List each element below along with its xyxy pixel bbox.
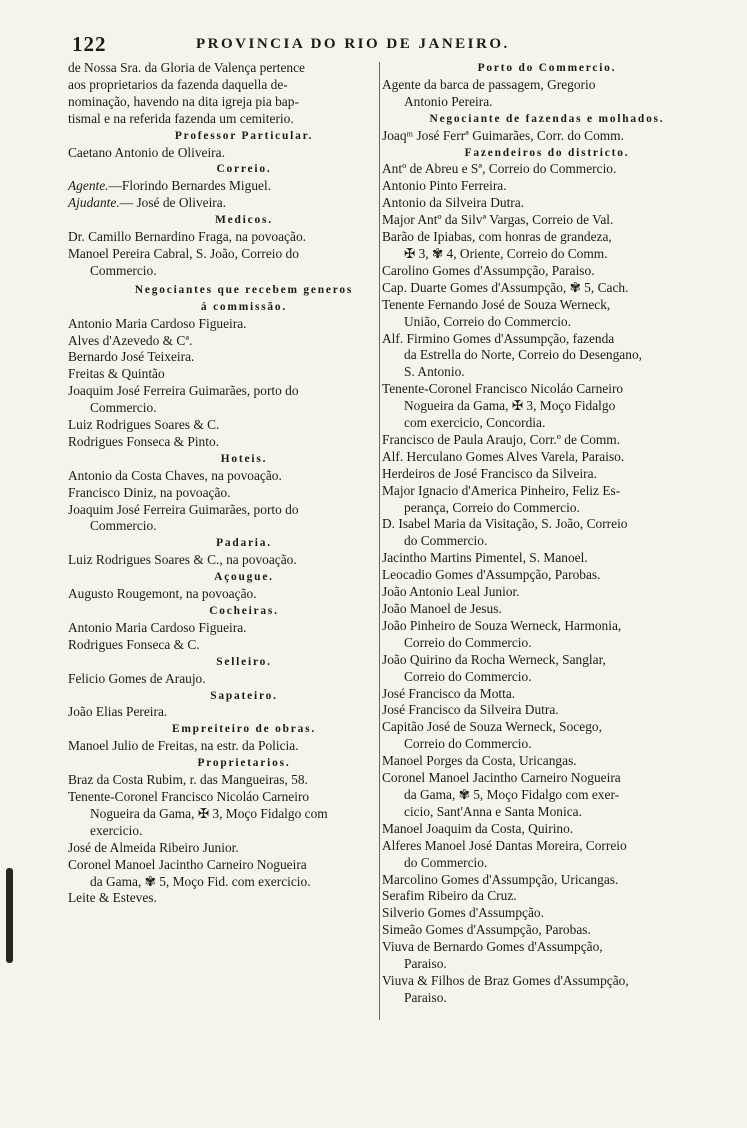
entry-line: Silverio Gomes d'Assumpção. <box>382 905 544 921</box>
page-number: 122 <box>72 32 107 56</box>
list-item <box>382 821 692 838</box>
list-item <box>382 483 692 517</box>
entry-line: D. Isabel Maria da Visitação, S. João, Correio <box>382 516 628 532</box>
entry-line: Antonio Maria Cardoso Figueira. <box>68 619 247 635</box>
entry-line: Alferes Manoel José Dantas Moreira, Correio <box>382 837 627 853</box>
section-cocheiras <box>68 620 380 654</box>
list-item <box>68 704 380 721</box>
entry-line: com exercicio, Concordia. <box>404 415 546 431</box>
section-heading-acougue: Açougue. <box>214 571 274 584</box>
list-item <box>382 449 692 466</box>
section-negociantes <box>68 316 380 451</box>
section-proprietarios <box>68 772 380 907</box>
section-heading-professor: Professor Particular. <box>174 129 314 142</box>
agente-name: —Florindo Bernardes Miguel. <box>108 178 272 194</box>
list-item <box>382 297 692 331</box>
entry-line: Manoel Joaquim da Costa, Quirino. <box>382 820 574 836</box>
list-item <box>382 601 692 618</box>
entry-line: Major Ignacio d'America Pinheiro, Feliz Es- <box>382 482 621 498</box>
list-item <box>382 888 692 905</box>
list-item <box>382 584 692 601</box>
page-title: PROVINCIA DO RIO DE JANEIRO. <box>196 36 510 52</box>
list-item <box>68 229 380 246</box>
list-item <box>382 838 692 872</box>
text-line: aos proprietarios da fazenda daquella de- <box>68 76 288 92</box>
list-item <box>68 890 380 907</box>
list-item <box>68 637 380 654</box>
list-item <box>382 686 692 703</box>
entry-line: Capitão José de Souza Werneck, Socego, <box>382 719 602 735</box>
list-item <box>382 77 692 111</box>
section-heading-proprietarios: Proprietarios. <box>197 757 291 770</box>
section-porto <box>382 77 692 111</box>
entry-line: João Manoel de Jesus. <box>382 601 502 616</box>
list-item <box>382 263 692 280</box>
list-item <box>382 178 692 195</box>
ajudante-name: — José de Oliveira. <box>119 195 227 211</box>
entry-line: do Commercio. <box>404 533 488 549</box>
entry-line: Joaqᵐ José Ferrª Guimarães, Corr. do Comm. <box>382 127 624 143</box>
section-heading-padaria: Padaria. <box>216 537 272 550</box>
entry-line: José Francisco da Silveira Dutra. <box>382 702 559 718</box>
entry-line: Agente da barca de passagem, Gregorio <box>382 76 596 92</box>
section-heading-selleiro: Selleiro. <box>216 655 272 668</box>
entry-line: Correio do Commercio. <box>404 634 532 650</box>
entry-line: da Estrella do Norte, Correio do Desengano, <box>404 347 642 363</box>
list-item <box>382 161 692 178</box>
section-heading-hoteis: Hoteis. <box>220 452 268 465</box>
entry-line: Nogueira da Gama, ✠ 3, Moço Fidalgo <box>404 398 616 414</box>
entry-line: José Francisco da Motta. <box>382 685 516 701</box>
entry-line: Rodrigues Fonseca & Pinto. <box>68 433 220 449</box>
list-item <box>382 195 692 212</box>
entry-line: João Quirino da Rocha Werneck, Sanglar, <box>382 651 606 667</box>
right-column <box>382 60 692 1007</box>
list-item <box>68 333 380 350</box>
list-item <box>382 719 692 753</box>
list-item <box>68 789 380 840</box>
section-heading-medicos: Medicos. <box>215 214 273 227</box>
entry-line: exercicio. <box>90 822 143 838</box>
entry-line: S. Antonio. <box>404 364 465 380</box>
entry-line: da Gama, ✾ 5, Moço Fid. com exercicio. <box>90 873 311 889</box>
entry-line: Rodrigues Fonseca & C. <box>68 636 200 652</box>
list-item <box>382 652 692 686</box>
entry-line: Major Antº da Silvª Vargas, Correio de Val. <box>382 212 614 228</box>
entry-line: Commercio. <box>90 518 157 534</box>
section-medicos <box>68 229 380 280</box>
entry-line: Joaquim José Ferreira Guimarães, porto do <box>68 383 299 399</box>
entry-line: Leite & Esteves. <box>68 890 157 906</box>
entry-line: do Commercio. <box>404 854 488 870</box>
list-item <box>68 857 380 891</box>
entry-line: Felicio Gomes de Araujo. <box>68 670 206 686</box>
list-item <box>382 939 692 973</box>
list-item <box>382 973 692 1007</box>
list-item <box>382 753 692 770</box>
list-item <box>68 316 380 333</box>
list-item <box>68 502 380 536</box>
entry-line: Cap. Duarte Gomes d'Assumpção, ✾ 5, Cach. <box>382 279 629 295</box>
list-item <box>68 366 380 383</box>
entry-line: Commercio. <box>90 400 157 416</box>
list-item <box>382 567 692 584</box>
ajudante-role: Ajudante. <box>68 195 120 211</box>
entry-line: Coronel Manoel Jacintho Carneiro Nogueira <box>68 856 307 872</box>
list-item <box>382 922 692 939</box>
entry-line: Francisco de Paula Araujo, Corr.º de Comm. <box>382 431 621 447</box>
entry-line: Herdeiros de José Francisco da Silveira. <box>382 465 597 481</box>
entry-line: Correio do Commercio. <box>404 736 532 752</box>
entry-line: perança, Correio do Commercio. <box>404 499 580 515</box>
section-heading-porto: Porto do Commercio. <box>477 62 617 74</box>
list-item <box>68 434 380 451</box>
list-item <box>382 550 692 567</box>
entry-line: Barão de Ipiabas, com honras de grandeza, <box>382 229 612 245</box>
left-column <box>68 60 380 907</box>
entry-line: Nogueira da Gama, ✠ 3, Moço Fidalgo com <box>90 805 328 821</box>
list-item <box>382 702 692 719</box>
text-line: de Nossa Sra. da Gloria de Valença pertence <box>68 60 305 75</box>
entry-line: Paraiso. <box>404 989 447 1005</box>
list-item <box>382 466 692 483</box>
list-item <box>382 770 692 821</box>
correio-agente <box>68 178 380 195</box>
entry-line: Simeão Gomes d'Assumpção, Parobas. <box>382 922 591 938</box>
entry-line: cicio, Sant'Anna e Santa Monica. <box>404 803 582 819</box>
entry-line: Manoel Pereira Cabral, S. João, Correio do <box>68 245 299 261</box>
intro-paragraph <box>68 60 380 128</box>
entry-line: Coronel Manoel Jacintho Carneiro Nogueira <box>382 770 621 786</box>
entry-line: Viuva & Filhos de Braz Gomes d'Assumpção, <box>382 972 629 988</box>
entry-line: Bernardo José Teixeira. <box>68 349 195 365</box>
entry-line: Freitas & Quintão <box>68 366 165 382</box>
entry-line: Alf. Firmino Gomes d'Assumpção, fazenda <box>382 330 615 346</box>
text-line: tismal e na referida fazenda um cemiterio. <box>68 110 294 126</box>
list-item <box>382 872 692 889</box>
section-heading-empreiteiro: Empreiteiro de obras. <box>172 723 316 736</box>
entry-line: Antonio Pereira. <box>404 93 493 109</box>
entry-line: União, Correio do Commercio. <box>404 313 571 329</box>
entry-line: Carolino Gomes d'Assumpção, Paraiso. <box>382 262 595 278</box>
entry-line: Dr. Camillo Bernardino Fraga, na povoação. <box>68 229 306 245</box>
text-line: Caetano Antonio de Oliveira. <box>68 144 225 160</box>
entry-line: Paraiso. <box>404 956 447 972</box>
entry-line: Antonio da Silveira Dutra. <box>382 195 525 211</box>
entry-line: Joaquim José Ferreira Guimarães, porto do <box>68 501 299 517</box>
list-item <box>382 229 692 263</box>
list-item <box>68 349 380 366</box>
entry-line: Manoel Porges da Costa, Uricangas. <box>382 753 577 769</box>
entry-line: Alf. Herculano Gomes Alves Varela, Paraiso. <box>382 448 625 464</box>
list-item <box>68 620 380 637</box>
entry-line: Antonio Pinto Ferreira. <box>382 178 507 194</box>
entry-line: João Antonio Leal Junior. <box>382 584 520 600</box>
text-line: á commissão. <box>200 300 288 313</box>
entry-line: Commercio. <box>90 262 157 278</box>
entry-line: ✠ 3, ✾ 4, Oriente, Correio do Comm. <box>404 245 608 261</box>
entry-line: José de Almeida Ribeiro Junior. <box>68 839 239 855</box>
ink-blot <box>6 868 13 963</box>
entry-line: Antº de Abreu e Sª, Correio do Commercio. <box>382 161 617 177</box>
section-fazendas <box>382 128 692 145</box>
entry-line: Tenente-Coronel Francisco Nicoláo Carneiro <box>382 381 624 397</box>
section-heading-fazendeiros: Fazendeiros do districto. <box>464 146 630 159</box>
text-line: Negociantes que recebem generos <box>134 283 354 296</box>
list-item <box>382 618 692 652</box>
list-item <box>68 671 380 688</box>
section-fazendeiros <box>382 161 692 1006</box>
list-item <box>68 417 380 434</box>
list-item <box>382 905 692 922</box>
list-item <box>68 772 380 789</box>
section-heading-sapateiro: Sapateiro. <box>210 689 278 702</box>
entry-line: Serafim Ribeiro da Cruz. <box>382 888 517 904</box>
section-heading-cocheiras: Cocheiras. <box>209 605 279 617</box>
entry-line: Jacintho Martins Pimentel, S. Manoel. <box>382 550 588 566</box>
entry-line: Correio do Commercio. <box>404 668 532 684</box>
list-item <box>382 381 692 432</box>
list-item <box>382 331 692 382</box>
section-empreiteiro <box>68 738 380 755</box>
list-item <box>68 485 380 502</box>
list-item <box>68 738 380 755</box>
section-padaria <box>68 552 380 569</box>
agente-role: Agente. <box>68 178 109 194</box>
entry-line: Manoel Julio de Freitas, na estr. da Policia. <box>68 738 299 754</box>
section-heading-fazendas: Negociante de fazendas e molhados. <box>429 112 665 125</box>
entry-line: Antonio Maria Cardoso Figueira. <box>68 315 247 331</box>
list-item <box>382 128 692 145</box>
entry-line: João Elias Pereira. <box>68 704 168 720</box>
list-item <box>382 516 692 550</box>
list-item <box>68 840 380 857</box>
entry-line: Tenente-Coronel Francisco Nicoláo Carneiro <box>68 788 310 804</box>
section-hoteis <box>68 468 380 536</box>
list-item <box>382 280 692 297</box>
correio-ajudante <box>68 195 380 212</box>
section-heading-negociantes <box>68 282 380 316</box>
entry-line: Francisco Diniz, na povoação. <box>68 484 231 500</box>
list-item <box>68 552 380 569</box>
section-selleiro <box>68 671 380 688</box>
entry-line: Luiz Rodrigues Soares & C., na povoação. <box>68 552 297 568</box>
entry-line: Tenente Fernando José de Souza Werneck, <box>382 296 611 312</box>
entry-line: Augusto Rougemont, na povoação. <box>68 586 257 602</box>
section-sapateiro <box>68 704 380 721</box>
section-acougue <box>68 586 380 603</box>
entry-line: Marcolino Gomes d'Assumpção, Uricangas. <box>382 871 619 887</box>
list-item <box>382 212 692 229</box>
list-item <box>68 468 380 485</box>
list-item <box>382 432 692 449</box>
entry-line: Leocadio Gomes d'Assumpção, Parobas. <box>382 567 601 583</box>
text-line: nominação, havendo na dita igreja pia bap- <box>68 93 299 109</box>
entry-line: Alves d'Azevedo & Cª. <box>68 332 193 348</box>
section-heading-correio: Correio. <box>216 163 272 176</box>
section-professor <box>68 145 380 162</box>
list-item <box>68 586 380 603</box>
entry-line: João Pinheiro de Souza Werneck, Harmonia, <box>382 617 622 633</box>
list-item <box>68 383 380 417</box>
entry-line: Antonio da Costa Chaves, na povoação. <box>68 467 282 483</box>
entry-line: Braz da Costa Rubim, r. das Mangueiras, 58. <box>68 772 308 788</box>
entry-line: Luiz Rodrigues Soares & C. <box>68 417 220 433</box>
entry-line: da Gama, ✾ 5, Moço Fidalgo com exer- <box>404 786 620 802</box>
list-item <box>68 246 380 280</box>
entry-line: Viuva de Bernardo Gomes d'Assumpção, <box>382 939 603 955</box>
